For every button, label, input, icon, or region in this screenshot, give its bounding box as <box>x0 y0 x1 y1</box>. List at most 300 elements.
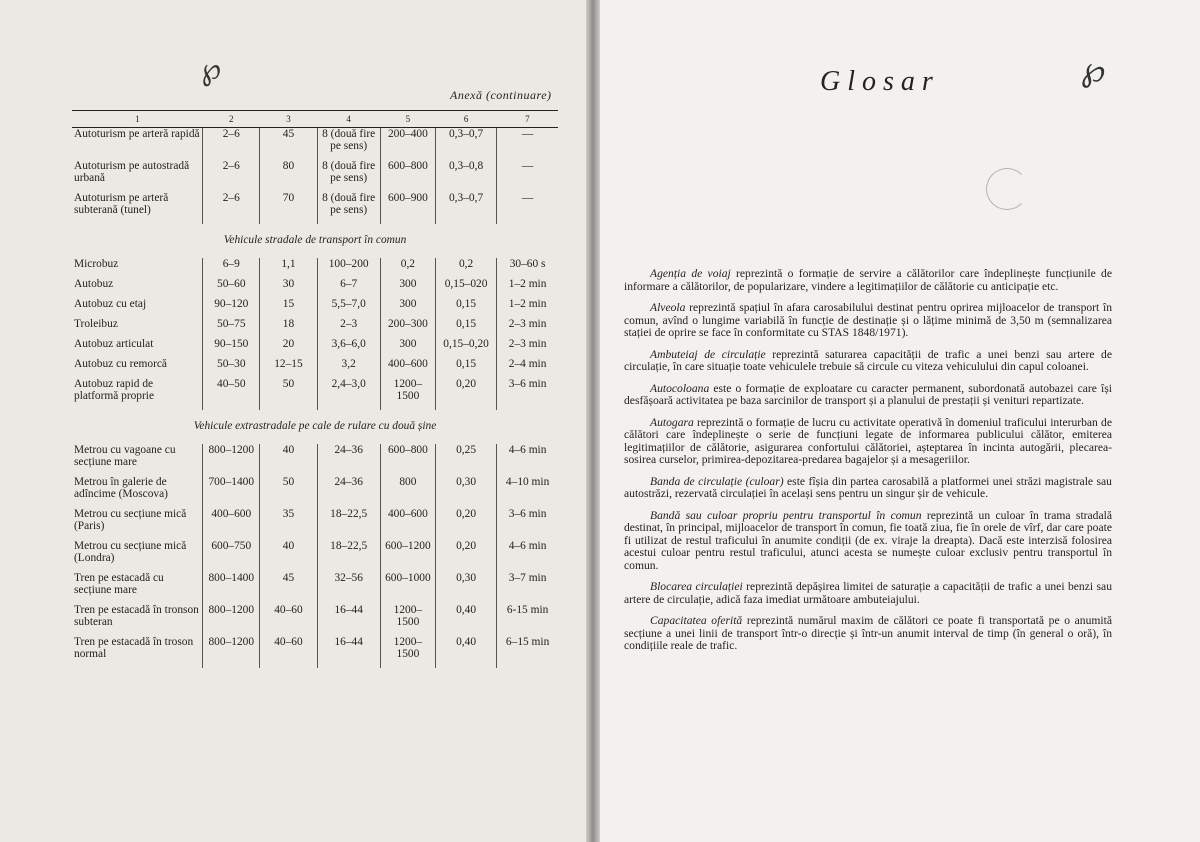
value-cell: 24–36 <box>317 444 380 468</box>
value-cell: 600–900 <box>380 192 435 216</box>
spacer-cell <box>497 290 558 298</box>
spacer-cell <box>317 370 380 378</box>
table-row <box>72 508 558 532</box>
spacer-cell <box>317 660 380 668</box>
glossary-entry <box>624 615 1112 653</box>
spacer-cell <box>317 350 380 358</box>
spacer-cell <box>497 310 558 318</box>
table-row <box>72 160 558 184</box>
value-cell: 2–6 <box>203 192 260 216</box>
spacer-cell <box>72 270 203 278</box>
spacer-cell <box>497 596 558 604</box>
spacer-cell <box>317 270 380 278</box>
value-cell: 3,6–6,0 <box>317 338 380 350</box>
value-cell: 15 <box>260 298 317 310</box>
table-row <box>72 298 558 310</box>
spacer-cell <box>203 660 260 668</box>
spacer-cell <box>72 402 203 410</box>
spacer-cell <box>203 628 260 636</box>
spacer-cell <box>260 152 317 160</box>
spacer-cell <box>380 152 435 160</box>
column-header-2: 2 <box>203 111 260 128</box>
spacer-cell <box>260 500 317 508</box>
vehicle-name-cell: Tren pe estacadă cu secțiune mare <box>74 572 164 596</box>
row-spacer <box>72 350 558 358</box>
value-cell: 300 <box>380 298 435 310</box>
value-cell: 3–6 min <box>497 508 558 532</box>
spacer-cell <box>260 660 317 668</box>
value-cell: 8 (două fire pe sens) <box>317 192 380 216</box>
glossary-entry <box>624 510 1112 573</box>
table-body <box>72 128 558 669</box>
value-cell: 18–22,5 <box>317 508 380 532</box>
value-cell: 2,4–3,0 <box>317 378 380 402</box>
spacer-cell <box>380 532 435 540</box>
value-cell: 600–800 <box>380 444 435 468</box>
value-cell: 3–7 min <box>497 572 558 596</box>
value-cell: 24–36 <box>317 476 380 500</box>
value-cell: 800–1400 <box>203 572 260 596</box>
spacer-cell <box>497 184 558 192</box>
spacer-cell <box>435 532 496 540</box>
row-spacer <box>72 500 558 508</box>
glossary-entry <box>624 476 1112 501</box>
spacer-cell <box>380 310 435 318</box>
vehicle-name-cell: Metrou cu vagoane cu secțiune mare <box>74 444 176 468</box>
value-cell: 1–2 min <box>497 278 558 290</box>
value-cell: 6-15 min <box>497 604 558 628</box>
vehicle-name-cell: Metrou cu secțiune mică (Paris) <box>74 508 187 532</box>
glossary-term: Autocoloana <box>650 381 710 395</box>
glossary-definition: reprezintă saturarea capacității de trafic a unei benzi sau artere de circulație, în care situație toate vehiculele trebuie să circule cu viteza vehiculului din capul coloanei. <box>624 347 1112 373</box>
vehicle-name-cell: Metrou cu secțiune mică (Londra) <box>74 540 187 564</box>
spacer-cell <box>203 532 260 540</box>
table-row <box>72 476 558 500</box>
spacer-cell <box>260 290 317 298</box>
value-cell: 300 <box>380 338 435 350</box>
glossary-title: Glosar <box>820 66 940 97</box>
value-cell: 600–800 <box>380 160 435 184</box>
glossary-entry <box>624 268 1112 293</box>
spacer-cell <box>435 628 496 636</box>
glossary-definition: este o formație de exploatare cu caracter permanent, subordonată autobazei care își desfășoară activitatea pe baza sarcinilor de transport și a planului de prestații și venituri repartizate. <box>624 381 1112 407</box>
glossary-term: Ambuteiaj de circulație <box>650 347 766 361</box>
glossary-term: Alveola <box>650 301 686 314</box>
spacer-cell <box>203 370 260 378</box>
column-header-4: 4 <box>317 111 380 128</box>
value-cell: 0,20 <box>435 508 496 532</box>
spacer-cell <box>317 152 380 160</box>
row-spacer <box>72 660 558 668</box>
value-cell: 8 (două fire pe sens) <box>317 128 380 153</box>
value-cell: 1–2 min <box>497 298 558 310</box>
spacer-cell <box>380 370 435 378</box>
spacer-cell <box>435 184 496 192</box>
spacer-cell <box>497 370 558 378</box>
glossary-term: Capacitatea oferită <box>650 614 743 627</box>
spacer-cell <box>72 596 203 604</box>
value-cell: 4–6 min <box>497 444 558 468</box>
value-cell: 0,40 <box>435 604 496 628</box>
table-row <box>72 358 558 370</box>
spacer-cell <box>380 468 435 476</box>
spacer-cell <box>260 596 317 604</box>
vehicle-name-cell: Metrou în galerie de adîncime (Moscova) <box>74 476 168 500</box>
section-heading: Vehicule extrastradale pe cale de rulare cu două șine <box>193 420 437 432</box>
spacer-cell <box>203 290 260 298</box>
vehicle-name-cell: Autobuz rapid de platformă proprie <box>74 378 155 402</box>
spacer-cell <box>317 402 380 410</box>
table-row <box>72 378 558 402</box>
vehicle-name-cell: Troleibuz <box>74 318 118 330</box>
glossary-entry <box>624 302 1112 340</box>
value-cell: 2–4 min <box>497 358 558 370</box>
value-cell: 0,3–0,7 <box>435 128 496 153</box>
column-header-1: 1 <box>72 111 203 128</box>
value-cell: 40–60 <box>260 636 317 660</box>
value-cell: 1200–1500 <box>380 378 435 402</box>
table-row <box>72 636 558 660</box>
spacer-cell <box>317 596 380 604</box>
spacer-cell <box>497 468 558 476</box>
table-row <box>72 572 558 596</box>
spacer-cell <box>72 152 203 160</box>
spacer-cell <box>435 290 496 298</box>
value-cell: 200–300 <box>380 318 435 330</box>
row-spacer <box>72 184 558 192</box>
value-cell: 40 <box>260 444 317 468</box>
vehicle-name-cell: Tren pe estacadă în tronson subteran <box>74 604 199 628</box>
spacer-cell <box>435 152 496 160</box>
row-spacer <box>72 532 558 540</box>
spacer-cell <box>380 290 435 298</box>
value-cell: 3–6 min <box>497 378 558 402</box>
value-cell: 0,3–0,8 <box>435 160 496 184</box>
value-cell: 3,2 <box>317 358 380 370</box>
vehicle-name-cell: Autobuz articulat <box>74 338 154 350</box>
value-cell: 0,15–020 <box>435 278 496 290</box>
vehicle-name-cell: Tren pe estacadă în troson normal <box>74 636 194 660</box>
spacer-cell <box>380 660 435 668</box>
table-row <box>72 192 558 216</box>
value-cell: 50 <box>260 476 317 500</box>
value-cell: 45 <box>260 128 317 153</box>
spacer-cell <box>317 216 380 224</box>
value-cell: 18–22,5 <box>317 540 380 564</box>
spacer-cell <box>497 216 558 224</box>
book-gutter <box>586 0 600 842</box>
pen-check-mark-right: ℘ <box>1079 48 1108 92</box>
spacer-cell <box>260 564 317 572</box>
value-cell: 50–60 <box>203 278 260 290</box>
section-heading-row <box>72 224 558 258</box>
value-cell: — <box>497 192 558 216</box>
spacer-cell <box>497 402 558 410</box>
table-row <box>72 604 558 628</box>
table-row <box>72 278 558 290</box>
vehicle-name-cell: Autoturism pe arteră subterană (tunel) <box>74 192 169 216</box>
value-cell: 16–44 <box>317 636 380 660</box>
value-cell: 50 <box>260 378 317 402</box>
spacer-cell <box>72 660 203 668</box>
row-spacer <box>72 270 558 278</box>
glossary-entry <box>624 417 1112 467</box>
value-cell: 800–1200 <box>203 444 260 468</box>
spacer-cell <box>435 402 496 410</box>
value-cell: 4–10 min <box>497 476 558 500</box>
row-spacer <box>72 370 558 378</box>
value-cell: 6–7 <box>317 278 380 290</box>
spacer-cell <box>317 184 380 192</box>
value-cell: 12–15 <box>260 358 317 370</box>
spacer-cell <box>203 216 260 224</box>
spacer-cell <box>72 216 203 224</box>
pencil-circle-mark <box>986 168 1028 210</box>
value-cell: 0,15 <box>435 298 496 310</box>
glossary-term: Banda de circulație (culoar) <box>650 474 784 488</box>
value-cell: 6–9 <box>203 258 260 270</box>
spacer-cell <box>435 370 496 378</box>
spacer-cell <box>203 330 260 338</box>
column-header-7: 7 <box>497 111 558 128</box>
value-cell: 200–400 <box>380 128 435 153</box>
value-cell: 6–15 min <box>497 636 558 660</box>
glossary-entry <box>624 349 1112 374</box>
spacer-cell <box>497 628 558 636</box>
spacer-cell <box>260 330 317 338</box>
value-cell: 32–56 <box>317 572 380 596</box>
glossary-definition: reprezintă un culoar în trama stradală destinat, în principal, mijloacelor de transport în comun, fie toată ziua, fie în orele de vîrf, dar care poate fi utilizat de restul traficului în anumite condiții (de ex. viraje la dreapta). Dacă este interzisă folosirea acestui culoar pentru restul traficului, atunci acesta se numește culoar exclusiv pentru transportul în comun. <box>624 508 1112 572</box>
table-row <box>72 540 558 564</box>
value-cell: 100–200 <box>317 258 380 270</box>
spacer-cell <box>497 330 558 338</box>
value-cell: 40 <box>260 540 317 564</box>
spacer-cell <box>497 564 558 572</box>
row-spacer <box>72 330 558 338</box>
column-header-6: 6 <box>435 111 496 128</box>
value-cell: 20 <box>260 338 317 350</box>
value-cell: 1200–1500 <box>380 604 435 628</box>
row-spacer <box>72 152 558 160</box>
spacer-cell <box>203 270 260 278</box>
spacer-cell <box>380 330 435 338</box>
table-row <box>72 258 558 270</box>
spacer-cell <box>435 660 496 668</box>
spacer-cell <box>435 500 496 508</box>
value-cell: 0,2 <box>435 258 496 270</box>
value-cell: — <box>497 128 558 153</box>
value-cell: 8 (două fire pe sens) <box>317 160 380 184</box>
value-cell: 0,15 <box>435 318 496 330</box>
glossary-definition: este fîșia din partea carosabilă a platformei unei străzi magistrale sau autostrăzi, rezervată circulației în același sens pentru un singur șir de vehicule. <box>624 474 1112 500</box>
spacer-cell <box>435 350 496 358</box>
value-cell: 2–3 <box>317 318 380 330</box>
spacer-cell <box>203 152 260 160</box>
section-heading-row <box>72 410 558 444</box>
spacer-cell <box>380 500 435 508</box>
vehicle-name-cell: Autoturism pe arteră rapidă <box>74 128 200 140</box>
spacer-cell <box>72 310 203 318</box>
table-row <box>72 338 558 350</box>
spacer-cell <box>260 402 317 410</box>
value-cell: 1200–1500 <box>380 636 435 660</box>
value-cell: 5,5–7,0 <box>317 298 380 310</box>
spacer-cell <box>317 532 380 540</box>
value-cell: 600–1000 <box>380 572 435 596</box>
spacer-cell <box>317 290 380 298</box>
glossary-term: Autogara <box>650 415 694 429</box>
spacer-cell <box>435 468 496 476</box>
spacer-cell <box>380 564 435 572</box>
glossary-entries <box>624 268 1112 662</box>
vehicle-name-cell: Autobuz <box>74 278 114 290</box>
value-cell: 4–6 min <box>497 540 558 564</box>
spacer-cell <box>203 596 260 604</box>
value-cell: 2–3 min <box>497 318 558 330</box>
value-cell: 50–75 <box>203 318 260 330</box>
table-row <box>72 128 558 153</box>
spacer-cell <box>260 310 317 318</box>
glossary-definition: reprezintă numărul maxim de călători ce poate fi transportată pe o anumită secțiune a unei linii de transport într-o direcție și într-un anumit interval de timp (în general o oră), în condițiile reale de trafic. <box>624 614 1112 652</box>
value-cell: 400–600 <box>203 508 260 532</box>
spacer-cell <box>317 330 380 338</box>
spacer-cell <box>203 402 260 410</box>
value-cell: 0,3–0,7 <box>435 192 496 216</box>
value-cell: 800–1200 <box>203 636 260 660</box>
spacer-cell <box>435 310 496 318</box>
row-spacer <box>72 468 558 476</box>
value-cell: 0,30 <box>435 572 496 596</box>
value-cell: 700–1400 <box>203 476 260 500</box>
value-cell: 400–600 <box>380 508 435 532</box>
spacer-cell <box>72 330 203 338</box>
spacer-cell <box>72 628 203 636</box>
value-cell: 800 <box>380 476 435 500</box>
value-cell: 30 <box>260 278 317 290</box>
spacer-cell <box>435 564 496 572</box>
value-cell: 2–3 min <box>497 338 558 350</box>
spacer-cell <box>380 184 435 192</box>
glossary-definition: reprezintă depășirea limitei de saturație a capacității de trafic a unei benzi sau artere de circulație, adică faza imediat următoare ambuteiajului. <box>624 580 1112 606</box>
glossary-term: Agenția de voiaj <box>650 267 731 280</box>
spacer-cell <box>497 532 558 540</box>
value-cell: 16–44 <box>317 604 380 628</box>
glossary-definition: reprezintă spațiul în afara carosabilului destinat pentru oprirea mijloacelor de transport în comun, avînd o lungime variabilă în funcție de destinație și o lățime minimă de 3,50 m (semnalizarea stației de oprire se face în conformitate cu STAS 1848/1971). <box>624 301 1112 339</box>
spacer-cell <box>260 184 317 192</box>
spacer-cell <box>203 350 260 358</box>
spacer-cell <box>497 152 558 160</box>
glossary-entry <box>624 383 1112 408</box>
spacer-cell <box>72 564 203 572</box>
spacer-cell <box>497 660 558 668</box>
glossary-term: Bandă sau culoar propriu pentru transportul în comun <box>650 508 922 522</box>
value-cell: 50–30 <box>203 358 260 370</box>
value-cell: 40–50 <box>203 378 260 402</box>
row-spacer <box>72 596 558 604</box>
value-cell: 1,1 <box>260 258 317 270</box>
annex-label: Anexă (continuare) <box>450 88 552 102</box>
spacer-cell <box>203 184 260 192</box>
spacer-cell <box>497 500 558 508</box>
value-cell: 300 <box>380 278 435 290</box>
spacer-cell <box>317 310 380 318</box>
value-cell: 40–60 <box>260 604 317 628</box>
spacer-cell <box>72 290 203 298</box>
spacer-cell <box>203 468 260 476</box>
value-cell: 0,15 <box>435 358 496 370</box>
spacer-cell <box>435 330 496 338</box>
value-cell: 35 <box>260 508 317 532</box>
table-row <box>72 444 558 468</box>
value-cell: 0,2 <box>380 258 435 270</box>
spacer-cell <box>72 370 203 378</box>
value-cell: 70 <box>260 192 317 216</box>
spacer-cell <box>380 628 435 636</box>
spacer-cell <box>72 500 203 508</box>
value-cell: 0,25 <box>435 444 496 468</box>
glossary-entry <box>624 581 1112 606</box>
section-heading: Vehicule stradale de transport în comun <box>223 234 407 246</box>
spacer-cell <box>72 468 203 476</box>
spacer-cell <box>260 270 317 278</box>
spacer-cell <box>317 468 380 476</box>
spacer-cell <box>435 596 496 604</box>
spacer-cell <box>260 628 317 636</box>
spacer-cell <box>260 350 317 358</box>
spacer-cell <box>435 270 496 278</box>
spacer-cell <box>72 532 203 540</box>
value-cell: 0,20 <box>435 540 496 564</box>
spacer-cell <box>203 310 260 318</box>
spacer-cell <box>317 564 380 572</box>
row-spacer <box>72 628 558 636</box>
transport-data-table <box>72 110 558 668</box>
value-cell: 2–6 <box>203 128 260 153</box>
spacer-cell <box>380 350 435 358</box>
value-cell: 30–60 s <box>497 258 558 270</box>
value-cell: 18 <box>260 318 317 330</box>
value-cell: 400–600 <box>380 358 435 370</box>
spacer-cell <box>317 628 380 636</box>
spacer-cell <box>380 402 435 410</box>
row-spacer <box>72 402 558 410</box>
spacer-cell <box>203 564 260 572</box>
column-header-3: 3 <box>260 111 317 128</box>
spacer-cell <box>497 350 558 358</box>
value-cell: 45 <box>260 572 317 596</box>
value-cell: 0,20 <box>435 378 496 402</box>
value-cell: 800–1200 <box>203 604 260 628</box>
glossary-term: Blocarea circulației <box>650 580 743 593</box>
vehicle-name-cell: Autoturism pe autostradă urbană <box>74 160 190 184</box>
value-cell: 0,30 <box>435 476 496 500</box>
spacer-cell <box>203 500 260 508</box>
value-cell: 0,40 <box>435 636 496 660</box>
vehicle-name-cell: Autobuz cu etaj <box>74 298 147 310</box>
spacer-cell <box>72 184 203 192</box>
spacer-cell <box>435 216 496 224</box>
value-cell: 2–6 <box>203 160 260 184</box>
spacer-cell <box>380 216 435 224</box>
table-header-row <box>72 111 558 128</box>
column-header-5: 5 <box>380 111 435 128</box>
value-cell: 600–1200 <box>380 540 435 564</box>
spacer-cell <box>260 532 317 540</box>
value-cell: — <box>497 160 558 184</box>
vehicle-name-cell: Autobuz cu remorcă <box>74 358 167 370</box>
value-cell: 0,15–0,20 <box>435 338 496 350</box>
value-cell: 90–120 <box>203 298 260 310</box>
